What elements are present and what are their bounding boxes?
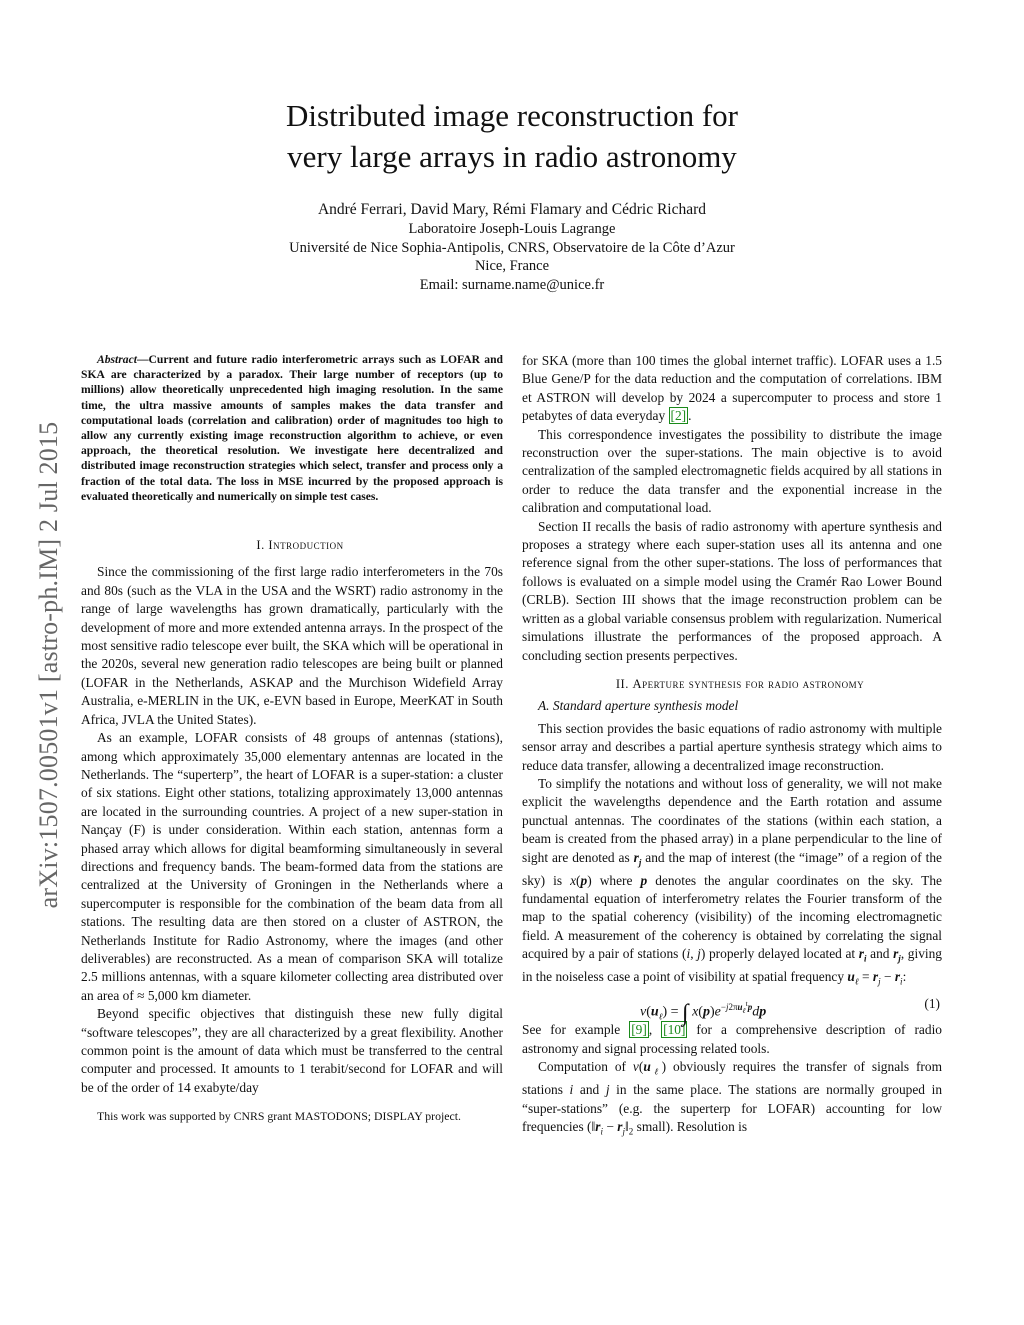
section-heading-aperture-synthesis	[522, 675, 942, 693]
abstract	[81, 352, 503, 504]
text-span: See for example	[522, 1022, 630, 1038]
right-paragraph-7: Computation of $v(u_\ell)$ obviously requires the transfer of signals from stations i and j in the same place. The stations are normally grouped in “super-stations” (e.g. the superterp for LOFAR) accounting for low frequencies ($‖r_i$ − $r_j‖_2$ small). Resolution is	[522, 1059, 943, 1137]
right-paragraph-5: To simplify the notations and without loss of generality, we will not make explicit the wavelengths dependence and the Earth rotation and assume punctual antennas. The coordinates of the stations (within each station, a beam is created from the phased array) in a plane perpendicular to the line of sight are denoted as $r_j$ and the map of interest (the “image” of a region of the sky) is x(p) where p denotes the angular coordinates on the sky. The fundamental equation of interferometry relates the Fourier transform of the map to the spatial coherency (visibility) of the incoming electromagnetic field. A measurement of the coherency is obtained by correlating the signal acquired by a pair of stations (i, j) properly delayed located at $r_i$ and $r_j$, giving in the noiseless case a point of visibility at spatial frequency $u_\ell = r_j - r_i$:	[522, 775, 942, 988]
citation-link[interactable]: [2]	[670, 408, 687, 424]
text-span: .	[688, 408, 692, 424]
text-span: and the map of interest (the “image” of a region of the sky) is	[522, 849, 942, 888]
text-span: and	[573, 1082, 606, 1098]
text-span: where	[591, 872, 641, 888]
equation-body: $v(u_\ell)$ = ∫ $x(p)e^{-j2\pi u_\ell^tp}dp$	[640, 999, 767, 1028]
arxiv-sidebar	[34, 345, 64, 985]
equation-number: (1)	[924, 996, 940, 1012]
text-span: for a comprehensive description of radio astronomy and signal processing related tools.	[522, 1022, 942, 1056]
abstract-text: —Current and future radio interferometric arrays such as LOFAR and SKA are characterized by a paradox. Their large number of receptors (up to millions) allow theoretically unprecedented high imaging resolution. In the same time, the ultra massive amounts of samples makes the data transfer and computational loads (correlation and calibration) order of magnitudes too high to allow any currently existing image reconstruction algorithm to achieve, or even approach, the theoretical resolution. We investigate here decentralized and distributed image reconstruction strategies which select, transfer and process only a fraction of the total data. The loss in MSE incurred by the proposed approach is evaluated theoretically and numerically on simple test cases.	[81, 353, 503, 503]
intro-paragraph-1: Since the commissioning of the first large radio interferometers in the 70s and 80s (such as the VLA in the USA and the WSRT) radio astronomy in the range of large wavelengths has grown dramatically, particularly with the development of more and more extended antenna arrays. In the prospect of the most sensitive radio telescope ever built, the SKA which will be operational in the 2020s, several new generation radio telescopes are being built or planned (LOFAR in the Netherlands, ASKAP and the Murchison Widefield Array Australia, e-MERLIN in the UK, e-EVN based in Europe, MeerKAT in South Africa, JVLA the United States).	[81, 564, 503, 727]
intro-paragraph-2: As an example, LOFAR consists of 48 groups of antennas (stations), among which approximately 35,000 elementary antennas are located in the Netherlands. The “superterp”, the heart of LOFAR is a super-station: a cluster of six stations. Eight other stations, totalizing approximately 13,000 antennas are located in the surrounding countries. A project of a new super-station in Nançay (F) is under consideration. Within each station, antennas form a phased array which allows for digital beamforming simultaneously in several directions and frequency bands. The beam-formed data from the stations are centralized at the University of Groningen in the Netherlands where a supercomputer is responsible for the combination of the beam data from all stations. The resulting data are then stored on a cluster of ASTRON, the Netherlands Institute for Radio Astronomy, where the images (and other deliverables) are reconstructed. As a mean of comparison SKA will totalize 2.5 millions antennas, with a square kilometer collecting area distributed over an area of ≈ 5,000 km diameter.	[81, 730, 503, 1003]
right-paragraph-6	[522, 1021, 942, 1058]
right-column	[522, 352, 942, 1141]
right-paragraph-1	[522, 352, 942, 426]
text-span: denotes the angular coordinates on the sky. The fundamental equation of interferometry relates the Fourier transform of the map to the spatial coherency (visibility) of the incoming electromagnetic field. A measurement of the coherency is obtained by correlating the signal acquired by a pair of stations	[522, 872, 942, 962]
section-title: Introduction	[268, 538, 344, 553]
right-paragraph-2: This correspondence investigates the possibility to distribute the image reconstruction over the super-stations. The main objective is to avoid centralization of the sampled electromagnetic fields acquired by all stations in order to reduce the data transfer and the exponential increase in the calibration and computational load.	[522, 426, 942, 516]
section-title: Aperture synthesis for radio astronomy	[632, 676, 865, 691]
title-line-1: Distributed image reconstruction for	[286, 98, 738, 133]
affiliation-location: Nice, France	[474, 258, 550, 274]
text-span: in the same place. The stations are normally grouped in “super-stations” (e.g. the superterp for LOFAR) accounting for low frequencies (	[522, 1082, 943, 1135]
text-span: obviously requires the transfer of signals from stations	[522, 1059, 942, 1098]
title-line-2: very large arrays in radio astronomy	[287, 139, 737, 174]
author-email: Email: surname.name@unice.fr	[419, 276, 605, 293]
left-column	[81, 352, 503, 1124]
text-span: for SKA (more than 100 times the global internet traffic). LOFAR uses a 1.5 Blue Gene/P for the data reduction and the computation of correlations. IBM et ASTRON will develop by 2024 a supercomputer to process and store 1 petabytes of data everyday	[522, 353, 942, 424]
section-heading-introduction	[81, 536, 503, 554]
section-number: I.	[256, 538, 269, 553]
text-span: and	[866, 946, 894, 962]
arxiv-identifier: arXiv:1507.00501v1 [astro-ph.IM] 2 Jul 2015	[34, 421, 63, 909]
text-span: small). Resolution is	[633, 1119, 748, 1135]
paper-title	[0, 95, 1024, 177]
text-span: , giving in the noiseless case a point of visibility at spatial frequency	[522, 946, 942, 985]
author-names: André Ferrari, David Mary, Rémi Flamary and Cédric Richard	[317, 201, 707, 218]
subsection-heading: A. Standard aperture synthesis model	[538, 698, 739, 714]
affiliation-lab: Laboratoire Joseph-Louis Lagrange	[408, 221, 616, 237]
footnote: This work was supported by CNRS grant MASTODONS; DISPLAY project.	[97, 1109, 461, 1124]
text-span: To simplify the notations and without loss of generality, we will not make explicit the wavelengths dependence and the Earth rotation and assume punctual antennas. The coordinates of the stations (within each station, a beam is created from the phased array) in a plane perpendicular to the line of sight are denoted as	[522, 775, 942, 865]
intro-paragraph-3: Beyond specific objectives that distinguish these new fully digital “software telescopes”, they are all characterized by a great flexibility. Another common point is the amount of data which must be transferred to the central computer and processed. It amounts to 1 terabit/second for LOFAR and will be of the order of 14 exabyte/day	[81, 1006, 503, 1095]
abstract-label: Abstract	[97, 353, 137, 366]
right-paragraph-4: This section provides the basic equations of radio astronomy with multiple sensor array and describes a partial aperture synthesis strategy which aims to reduce data transfer, allowing a decentralized image reconstruction.	[522, 720, 942, 773]
citation-link[interactable]: [9]	[631, 1022, 647, 1038]
text-span: Computation of	[538, 1059, 633, 1075]
right-paragraph-3: Section II recalls the basis of radio astronomy with aperture synthesis and proposes a strategy where each super-station uses all its antenna and one reference signal from the other super-stations. The loss of performances that follows is evaluated on a simple model using the Cramér Rao Lower Bound (CRLB). Section III shows that the image reconstruction problem can be written as a global variable consensus problem with regularization. Numerical simulations illustrate the performances of the proposed approach. A concluding section presents perpectives.	[522, 518, 942, 663]
text-span: properly delayed located at	[705, 946, 859, 962]
author-block	[0, 200, 1024, 294]
equation-1	[522, 991, 942, 1028]
citation-link[interactable]: [10]	[663, 1022, 686, 1038]
section-number: II.	[615, 676, 633, 691]
affiliation-university: Université de Nice Sophia-Antipolis, CNRS, Observatoire de la Côte d’Azur	[289, 239, 735, 256]
text-span: ,	[648, 1022, 662, 1038]
